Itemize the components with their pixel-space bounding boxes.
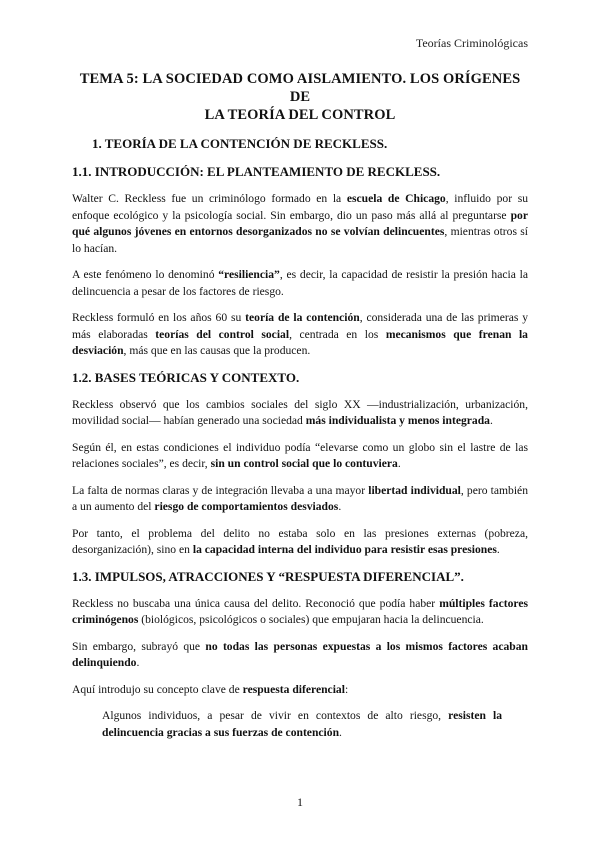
paragraph: Según él, en estas condiciones el individuo podía “elevarse como un globo sin el lastre de las relaciones sociales”, es decir, sin un control social que lo contuviera. [72,440,528,470]
paragraph: Sin embargo, subrayó que no todas las personas expuestas a los mismos factores acaban delinquiendo. [72,639,528,669]
paragraph: Walter C. Reckless fue un criminólogo formado en la escuela de Chicago, influido por su enfoque ecológico y la psicología social. Sin embargo, dio un paso más allá al preguntarse por qué algunos jóvenes en entornos desorganizados no se volvían delincuentes, mientras otros sí lo hacían. [72,192,529,255]
chapter-title-line2: LA TEORÍA DEL CONTROL [204,107,396,123]
section-1-3-heading: 1.3. IMPULSOS, ATRACCIONES Y “RESPUESTA DIFERENCIAL”. [72,568,464,584]
paragraph: Reckless no buscaba una única causa del delito. Reconoció que podía haber múltiples factores criminógenos (biológicos, psicológicos o sociales) que empujaran hacia la delincuencia. [72,596,528,626]
paragraph: Por tanto, el problema del delito no estaba solo en las presiones externas (pobreza, desorganización), sino en la capacidad interna del individuo para resistir esas presiones. [72,526,528,556]
running-header: Teorías Criminológicas [415,36,528,50]
paragraph: Reckless formuló en los años 60 su teoría de la contención, considerada una de las primeras y más elaboradas teorías del control social, centrada en los mecanismos que frenan la desviación, más que en las causas que la producen. [72,311,529,357]
paragraph: Aquí introdujo su concepto clave de respuesta diferencial: [72,682,349,696]
paragraph: La falta de normas claras y de integración llevaba a una mayor libertad individual, pero también a un aumento del riesgo de comportamientos desviados. [72,483,528,513]
paragraph: A este fenómeno lo denominó “resiliencia”, es decir, la capacidad de resistir la presión hacia la delincuencia a pesar de los factores de riesgo. [72,268,528,298]
section-1-1-heading: 1.1. INTRODUCCIÓN: EL PLANTEAMIENTO DE RECKLESS. [72,164,441,179]
indented-quote: Algunos individuos, a pesar de vivir en contextos de alto riesgo, resisten la delincuencia gracias a sus fuerzas de contención. [102,709,502,739]
section-1-heading: 1. TEORÍA DE LA CONTENCIÓN DE RECKLESS. [92,136,388,151]
section-1-2-heading: 1.2. BASES TEÓRICAS Y CONTEXTO. [72,369,300,385]
chapter-title [72,70,528,124]
chapter-title-line1: TEMA 5: LA SOCIEDAD COMO AISLAMIENTO. LOS ORÍGENES DE [79,71,521,105]
paragraph: Reckless observó que los cambios sociales del siglo XX —industrialización, urbanización, movilidad social— habían generado una sociedad más individualista y menos integrada. [72,397,528,427]
page-content [72,70,528,751]
page-number: 1 [297,795,303,809]
